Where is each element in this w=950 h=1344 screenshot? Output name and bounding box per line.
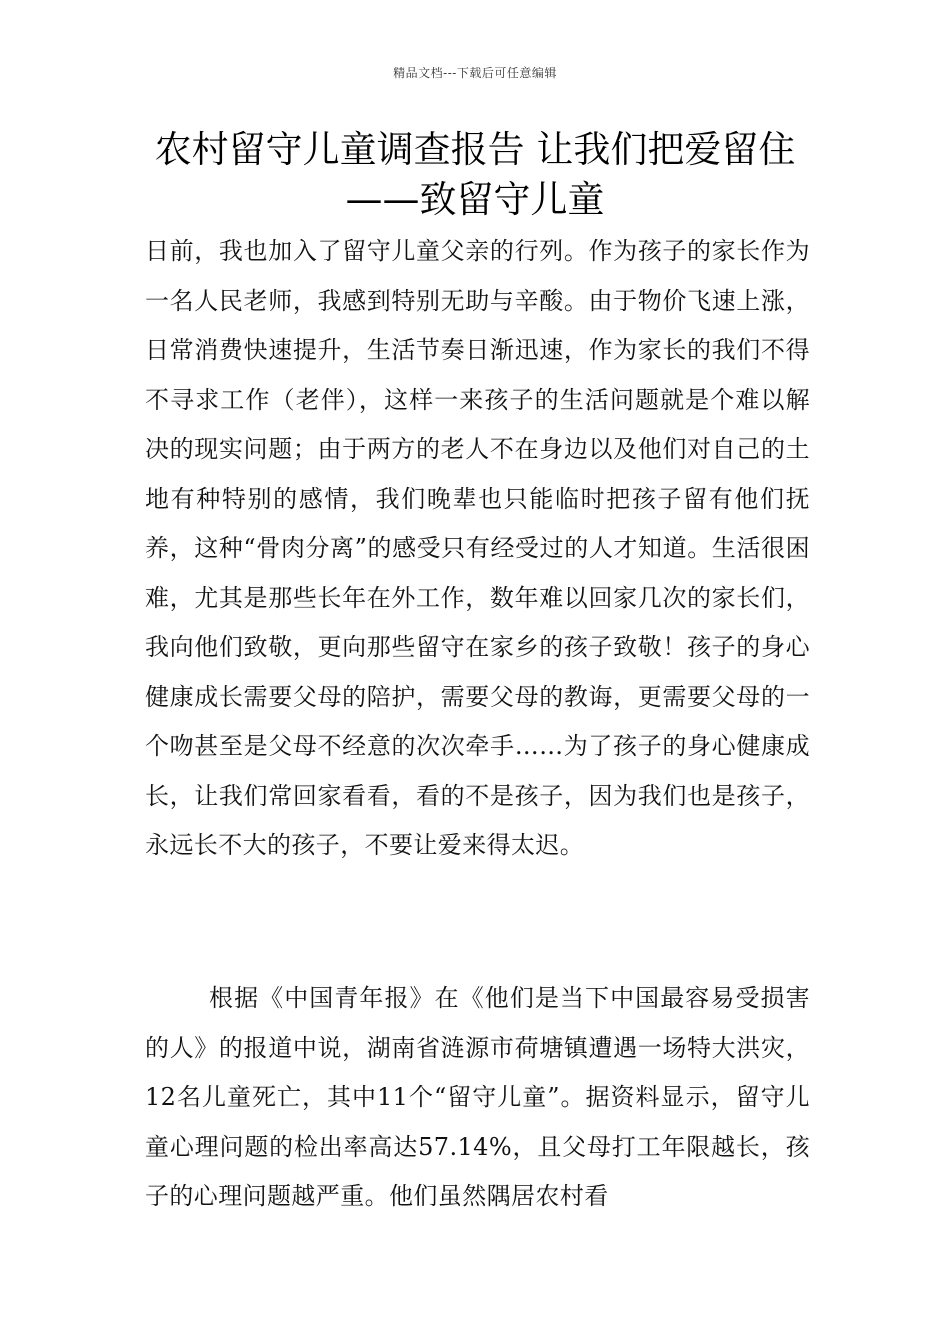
body-paragraph: 日前，我也加入了留守儿童父亲的行列。作为孩子的家长作为一名人民老师，我感到特别无助与辛酸。由于物价飞速上涨，日常消费快速提升，生活节奏日渐迅速，作为家长的我们不得不寻求工作（老伴），这样一来孩子的生活问题就是个难以解决的现实问题；由于两方的老人不在身边以及他们对自己的土地有种特别的感情，我们晚辈也只能临时把孩子留有他们抚养，这种“骨肉分离”的感受只有经受过的人才知道。生活很困难，尤其是那些长年在外工作，数年难以回家几次的家长们，我向他们致敬，更向那些留守在家乡的孩子致敬！孩子的身心健康成长需要父母的陪护，需要父母的教诲，更需要父母的一个吻甚至是父母不经意的次次牵手……为了孩子的身心健康成长，让我们常回家看看，看的不是孩子，因为我们也是孩子，永远长不大的孩子，不要让爱来得太迟。 xyxy=(145,237,810,859)
document-title: 农村留守儿童调查报告 让我们把爱留住——致留守儿童 xyxy=(154,128,796,221)
header-note: 精品文档---下载后可任意编辑 xyxy=(393,66,557,80)
body-paragraph: 根据《中国青年报》在《他们是当下中国最容易受损害的人》的报道中说，湖南省涟源市荷塘镇遭遇一场特大洪灾，12名儿童死亡，其中11个“留守儿童”。据资料显示，留守儿童心理问题的检出率高达57.14%，且父母打工年限越长，孩子的心理问题越严重。他们虽然隅居农村看 xyxy=(145,984,810,1210)
